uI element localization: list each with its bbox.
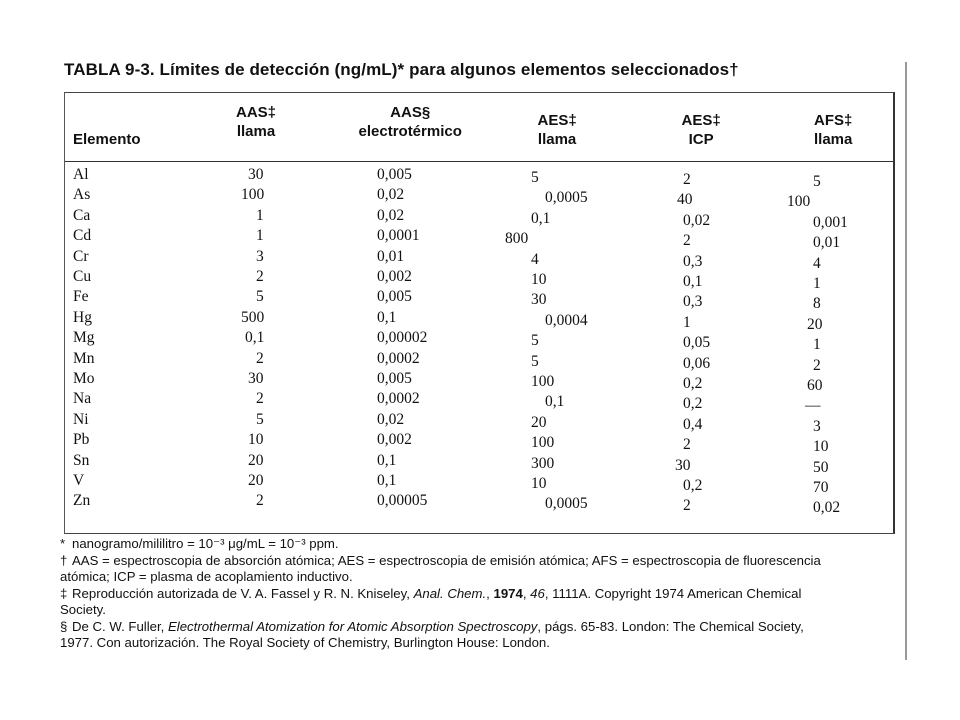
cell-aes-flame: 30 [531, 291, 547, 309]
header-element [73, 111, 141, 149]
cell-aes-icp: 0,1 [683, 273, 703, 290]
cell-aes-flame: 0,0005 [545, 495, 588, 513]
header-aes-flame [538, 111, 577, 149]
cell-aas-flame: 5 [256, 410, 264, 428]
cell-aas-electrothermal: 0,01 [377, 247, 405, 265]
cell-aes-flame: 5 [531, 332, 539, 350]
cell-aas-flame: 2 [256, 492, 264, 510]
cell-aas-electrothermal: 0,1 [377, 451, 397, 469]
cell-aas-flame: 5 [256, 288, 264, 306]
cell-element: Ni [73, 410, 89, 428]
cell-aas-electrothermal: 0,002 [377, 431, 412, 449]
cell-aas-electrothermal: 0,1 [377, 308, 397, 326]
cell-aes-flame: 100 [531, 373, 555, 390]
cell-aes-icp: 0,06 [683, 354, 711, 372]
cell-aes-icp: 40 [677, 191, 693, 209]
detection-limits-table [64, 92, 895, 534]
cell-aas-flame: 0,1 [245, 329, 265, 347]
cell-aas-flame: 2 [256, 390, 264, 408]
cell-aas-flame: 30 [248, 166, 264, 183]
cell-aas-flame: 3 [256, 247, 264, 265]
header-aas-electrothermal-line1: AAS§ [390, 104, 431, 121]
cell-aas-flame: 1 [256, 206, 264, 224]
cell-afs-flame: 4 [813, 254, 821, 272]
cell-aes-icp: 0,2 [683, 395, 703, 413]
footnote-fassel-source: ‡ Reproducción autorizada de V. A. Fassel y R. N. Kniseley, Anal. Chem., 1974, 46, 1111A. Copyright 1974 American Chemical [60, 585, 802, 601]
cell-aes-icp: 0,05 [683, 334, 711, 352]
cell-element: Na [73, 390, 92, 408]
table-title: TABLA 9-3. Límites de detección (ng/mL)* para algunos elementos seleccionados† [64, 60, 739, 79]
cell-afs-flame: 10 [813, 438, 829, 456]
cell-aes-icp: 0,3 [683, 252, 703, 270]
cell-element: Mo [73, 370, 95, 387]
footnotes [60, 536, 910, 652]
cell-aas-electrothermal: 0,02 [377, 410, 405, 428]
cell-aes-icp: 0,3 [683, 293, 703, 311]
cell-afs-flame: 8 [813, 295, 821, 313]
cell-aas-electrothermal: 0,0002 [377, 390, 420, 408]
cell-aas-electrothermal: 0,00002 [377, 329, 428, 347]
cell-element: Sn [73, 451, 90, 469]
footnote-abbreviations-cont: atómica; ICP = plasma de acoplamiento inductivo. [60, 569, 353, 584]
cell-element: Cd [73, 227, 92, 245]
header-aes-icp-line2: ICP [688, 131, 714, 148]
header-aes-icp [682, 111, 721, 149]
cell-element: Cr [73, 247, 89, 265]
cell-element: Fe [73, 288, 89, 306]
header-aes-flame-line1: AES‡ [537, 112, 577, 129]
cell-afs-flame: 1 [813, 275, 821, 292]
cell-aes-flame: 0,1 [545, 393, 565, 411]
cell-afs-flame: 60 [807, 377, 823, 394]
cell-afs-flame: — [805, 397, 821, 415]
cell-afs-flame: 5 [813, 173, 821, 190]
header-aas-electrothermal-line2: electrotérmico [358, 123, 462, 140]
header-aes-flame-line2: llama [537, 131, 577, 148]
cell-aes-icp: 2 [683, 171, 691, 188]
cell-aes-icp: 2 [683, 232, 691, 250]
cell-aes-flame: 0,0005 [545, 189, 588, 207]
footnote-fassel-source-cont: Society. [60, 602, 106, 617]
cell-element: Mn [73, 349, 95, 367]
cell-aas-flame: 100 [241, 186, 265, 204]
header-element-line2: Elemento [73, 131, 141, 148]
cell-aes-icp: 0,02 [683, 211, 711, 229]
header-rule [65, 161, 893, 162]
cell-afs-flame: 1 [813, 336, 821, 354]
header-afs-flame-line2: llama [814, 131, 853, 148]
cell-afs-flame: 0,01 [813, 234, 841, 252]
cell-aas-electrothermal: 0,0001 [377, 227, 420, 245]
cell-afs-flame: 3 [813, 417, 821, 435]
cell-aas-electrothermal: 0,1 [377, 472, 397, 489]
cell-aes-flame: 5 [531, 352, 539, 370]
cell-afs-flame: 0,02 [813, 499, 841, 517]
cell-element: Zn [73, 492, 91, 510]
cell-afs-flame: 0,001 [813, 213, 848, 231]
cell-aas-electrothermal: 0,005 [377, 370, 412, 387]
cell-aas-electrothermal: 0,02 [377, 186, 405, 204]
cell-aes-flame: 0,1 [531, 209, 551, 227]
cell-aes-icp: 1 [683, 313, 691, 331]
cell-afs-flame: 50 [813, 458, 829, 476]
footnote-abbreviations: † AAS = espectroscopia de absorción atómica; AES = espectroscopia de emisión atómica; AFS = espectroscopia de fluorescencia [60, 552, 821, 568]
cell-afs-flame: 2 [813, 356, 821, 374]
cell-aes-flame: 300 [531, 454, 555, 472]
cell-aes-icp: 30 [675, 456, 691, 474]
cell-element: Hg [73, 308, 92, 326]
cell-aas-flame: 500 [241, 308, 265, 326]
cell-element: Cu [73, 268, 92, 285]
cell-aes-icp: 0,2 [683, 477, 703, 494]
cell-aas-flame: 20 [248, 451, 264, 469]
cell-aas-flame: 2 [256, 268, 264, 285]
cell-aes-flame: 10 [531, 271, 547, 288]
cell-element: Ca [73, 206, 91, 224]
cell-afs-flame: 100 [787, 193, 811, 211]
cell-aes-flame: 100 [531, 434, 555, 452]
footnote-units: * nanogramo/mililitro = 10⁻³ μg/mL = 10⁻³ ppm. [60, 536, 339, 551]
cell-aas-electrothermal: 0,0002 [377, 349, 420, 367]
header-aes-icp-line1: AES‡ [681, 112, 721, 129]
cell-aes-icp: 0,2 [683, 375, 703, 392]
cell-aas-flame: 20 [248, 472, 264, 489]
header-aas-flame-line2: llama [236, 123, 276, 140]
footnote-fuller-source: § De C. W. Fuller, Electrothermal Atomization for Atomic Absorption Spectroscopy, págs. 65-83. London: The Chemical Society, [60, 618, 804, 634]
cell-aas-flame: 2 [256, 349, 264, 367]
header-aas-flame-line1: AAS‡ [236, 104, 277, 121]
header-element-line1 [73, 111, 141, 130]
cell-element: Pb [73, 431, 90, 449]
cell-aes-flame: 10 [531, 475, 547, 492]
cell-aes-flame: 0,0004 [545, 311, 588, 329]
cell-aes-icp: 2 [683, 436, 691, 454]
footnote-fuller-source-cont: 1977. Con autorización. The Royal Society of Chemistry, Burlington House: London. [60, 635, 550, 650]
cell-aas-electrothermal: 0,005 [377, 288, 412, 306]
cell-element: Mg [73, 329, 95, 347]
cell-aes-flame: 800 [505, 230, 529, 248]
header-afs-flame [814, 111, 852, 149]
cell-aas-flame: 10 [248, 431, 264, 449]
cell-element: V [73, 472, 85, 489]
cell-afs-flame: 70 [813, 479, 829, 496]
cell-element: As [73, 186, 91, 204]
cell-aes-flame: 4 [531, 250, 539, 268]
cell-aas-electrothermal: 0,00005 [377, 492, 428, 510]
cell-aes-flame: 5 [531, 169, 539, 186]
cell-element: Al [73, 166, 89, 183]
cell-aas-electrothermal: 0,002 [377, 268, 412, 285]
header-aas-electrothermal [359, 103, 462, 141]
cell-aas-flame: 1 [256, 227, 264, 245]
cell-aas-electrothermal: 0,02 [377, 206, 405, 224]
cell-aas-electrothermal: 0,005 [377, 166, 412, 183]
header-afs-flame-line1: AFS‡ [814, 112, 853, 129]
cell-aes-flame: 20 [531, 413, 547, 431]
header-aas-flame [236, 103, 276, 141]
cell-aes-icp: 2 [683, 497, 691, 515]
cell-aas-flame: 30 [248, 370, 264, 387]
cell-aes-icp: 0,4 [683, 415, 703, 433]
cell-afs-flame: 20 [807, 315, 823, 333]
